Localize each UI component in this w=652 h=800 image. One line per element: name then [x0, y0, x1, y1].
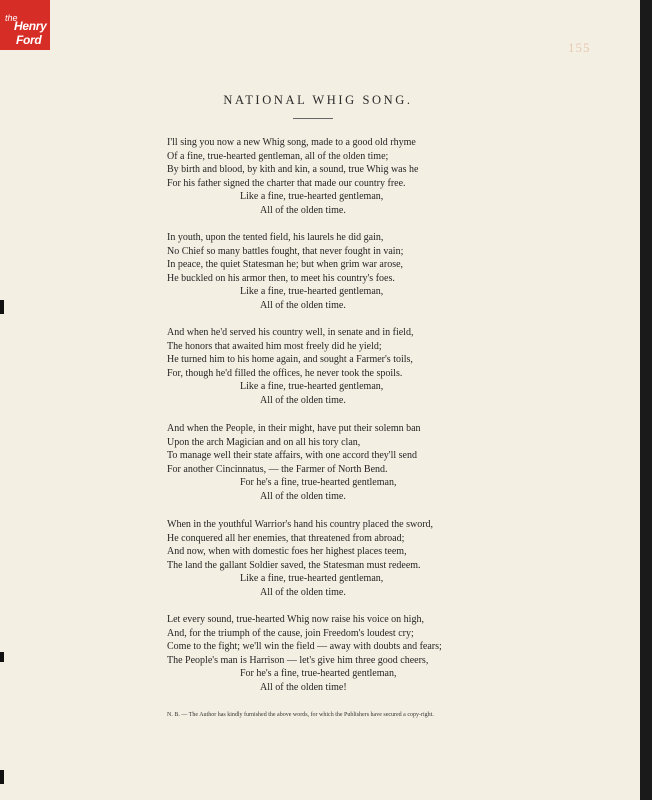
- refrain-line: All of the olden time.: [260, 490, 346, 502]
- refrain-line: All of the olden time.: [260, 204, 346, 216]
- verse-line: He buckled on his armor then, to meet his country's foes.: [167, 272, 395, 284]
- refrain-line: Like a fine, true-hearted gentleman,: [240, 573, 384, 585]
- verse-line: Upon the arch Magician and on all his tory clan,: [167, 436, 361, 448]
- verse-line: He turned him to his home again, and sought a Farmer's toils,: [167, 354, 413, 366]
- verse-line: In youth, upon the tented field, his laurels he did gain,: [167, 232, 384, 243]
- verse-line: He conquered all her enemies, that threatened from abroad;: [167, 532, 405, 544]
- refrain-line: Like a fine, true-hearted gentleman,: [240, 191, 384, 203]
- verse-line: For another Cincinnatus, — the Farmer of North Bend.: [167, 463, 388, 475]
- verse-line: By birth and blood, by kith and kin, a sound, true Whig was he: [167, 164, 419, 176]
- stanza-6: [167, 613, 607, 695]
- binding-mark: [0, 770, 4, 784]
- stanza-2: [167, 231, 607, 313]
- refrain-line: All of the olden time.: [260, 394, 346, 406]
- refrain-line: All of the olden time.: [260, 586, 346, 598]
- stanza-1: [167, 136, 607, 218]
- refrain-line: Like a fine, true-hearted gentleman,: [240, 381, 384, 393]
- verse-line: And when the People, in their might, have put their solemn ban: [167, 423, 421, 434]
- verse-line: For, though he'd filled the offices, he never took the spoils.: [167, 367, 403, 379]
- refrain-line: All of the olden time!: [260, 681, 347, 693]
- verse-line: Of a fine, true-hearted gentleman, all of the olden time;: [167, 150, 389, 162]
- verse-line: The land the gallant Soldier saved, the Statesman must redeem.: [167, 559, 421, 571]
- verse-line: The People's man is Harrison — let's give him three good cheers,: [167, 654, 429, 666]
- title-divider: [293, 118, 333, 119]
- verse-line: And when he'd served his country well, in senate and in field,: [167, 327, 414, 338]
- logo-text-the: the: [5, 13, 18, 23]
- verse-line: And now, when with domestic foes her highest places teem,: [167, 546, 407, 558]
- song-title: NATIONAL WHIG SONG.: [223, 93, 413, 107]
- logo-text-ford: Ford: [16, 33, 42, 47]
- verse-line: Come to the fight; we'll win the field — away with doubts and fears;: [167, 641, 442, 653]
- refrain-line: Like a fine, true-hearted gentleman,: [240, 286, 384, 298]
- logo-text-henry: Henry: [14, 19, 47, 33]
- binding-mark: [0, 300, 4, 314]
- stanza-3: [167, 326, 607, 408]
- refrain-line: For he's a fine, true-hearted gentleman,: [240, 477, 397, 489]
- verse-line: When in the youthful Warrior's hand his country placed the sword,: [167, 519, 434, 530]
- verse-line: No Chief so many battles fought, that never fought in vain;: [167, 245, 404, 257]
- verse-line: For his father signed the charter that made our country free.: [167, 177, 406, 189]
- verse-line: To manage well their state affairs, with one accord they'll send: [167, 450, 417, 462]
- verse-line: I'll sing you now a new Whig song, made to a good old rhyme: [167, 137, 416, 148]
- henry-ford-logo[interactable]: [0, 0, 50, 50]
- verse-line: And, for the triumph of the cause, join Freedom's loudest cry;: [167, 627, 414, 639]
- stanza-5: [167, 518, 607, 600]
- verse-line: In peace, the quiet Statesman he; but when grim war arose,: [167, 259, 404, 271]
- stanza-4: [167, 422, 607, 504]
- refrain-line: All of the olden time.: [260, 299, 346, 311]
- copyright-note: N. B. — The Author has kindly furnished the above words, for which the Publishers have secured a copy-right.: [167, 712, 434, 718]
- page-number: 155: [568, 40, 591, 55]
- verse-line: The honors that awaited him most freely did he yield;: [167, 340, 382, 352]
- binding-mark: [0, 652, 4, 662]
- verse-line: Let every sound, true-hearted Whig now raise his voice on high,: [167, 614, 424, 625]
- refrain-line: For he's a fine, true-hearted gentleman,: [240, 668, 397, 680]
